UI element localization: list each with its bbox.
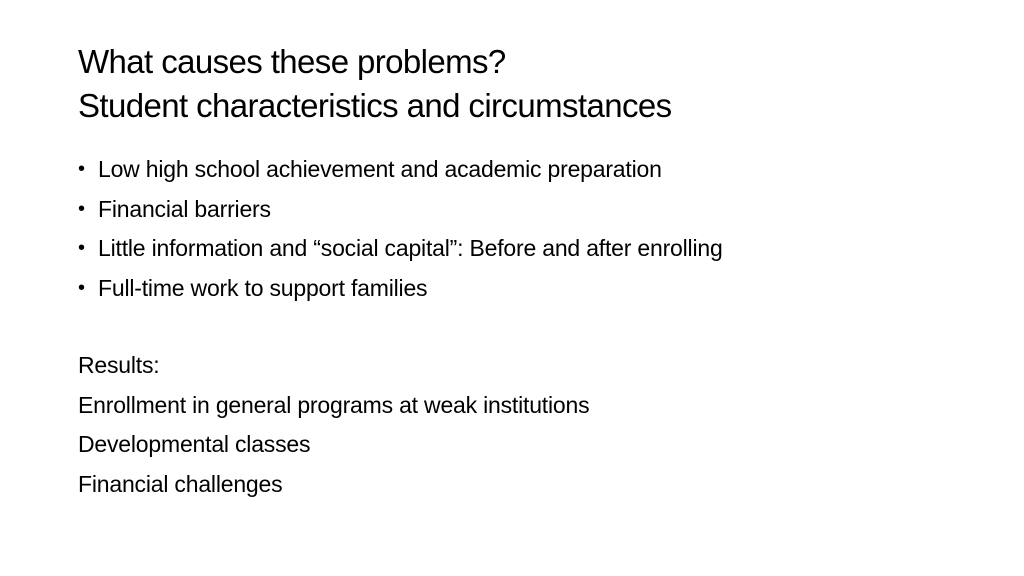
slide-title <box>78 40 978 128</box>
results-section <box>78 346 978 504</box>
results-item: Developmental classes <box>78 431 311 457</box>
bullet-icon: • <box>78 237 85 259</box>
bullet-list <box>78 150 723 308</box>
bullet-item <box>78 190 723 230</box>
title-line-1: What causes these problems? <box>78 43 506 80</box>
bullet-text: Full-time work to support families <box>98 274 428 301</box>
bullet-icon: • <box>78 197 85 220</box>
results-heading: Results: <box>78 352 160 378</box>
bullet-text: Low high school achievement and academic preparation <box>98 156 662 182</box>
results-item: Financial challenges <box>78 470 283 497</box>
bullet-item <box>78 150 723 190</box>
results-item: Enrollment in general programs at weak institutions <box>78 391 590 418</box>
bullet-text: Financial barriers <box>98 195 271 222</box>
title-line-2: Student characteristics and circumstances <box>78 87 672 124</box>
bullet-item <box>78 269 723 309</box>
bullet-icon: • <box>78 276 85 299</box>
bullet-icon: • <box>78 158 85 180</box>
bullet-item <box>78 229 723 269</box>
bullet-text: Little information and “social capital”: Before and after enrolling <box>98 235 723 261</box>
